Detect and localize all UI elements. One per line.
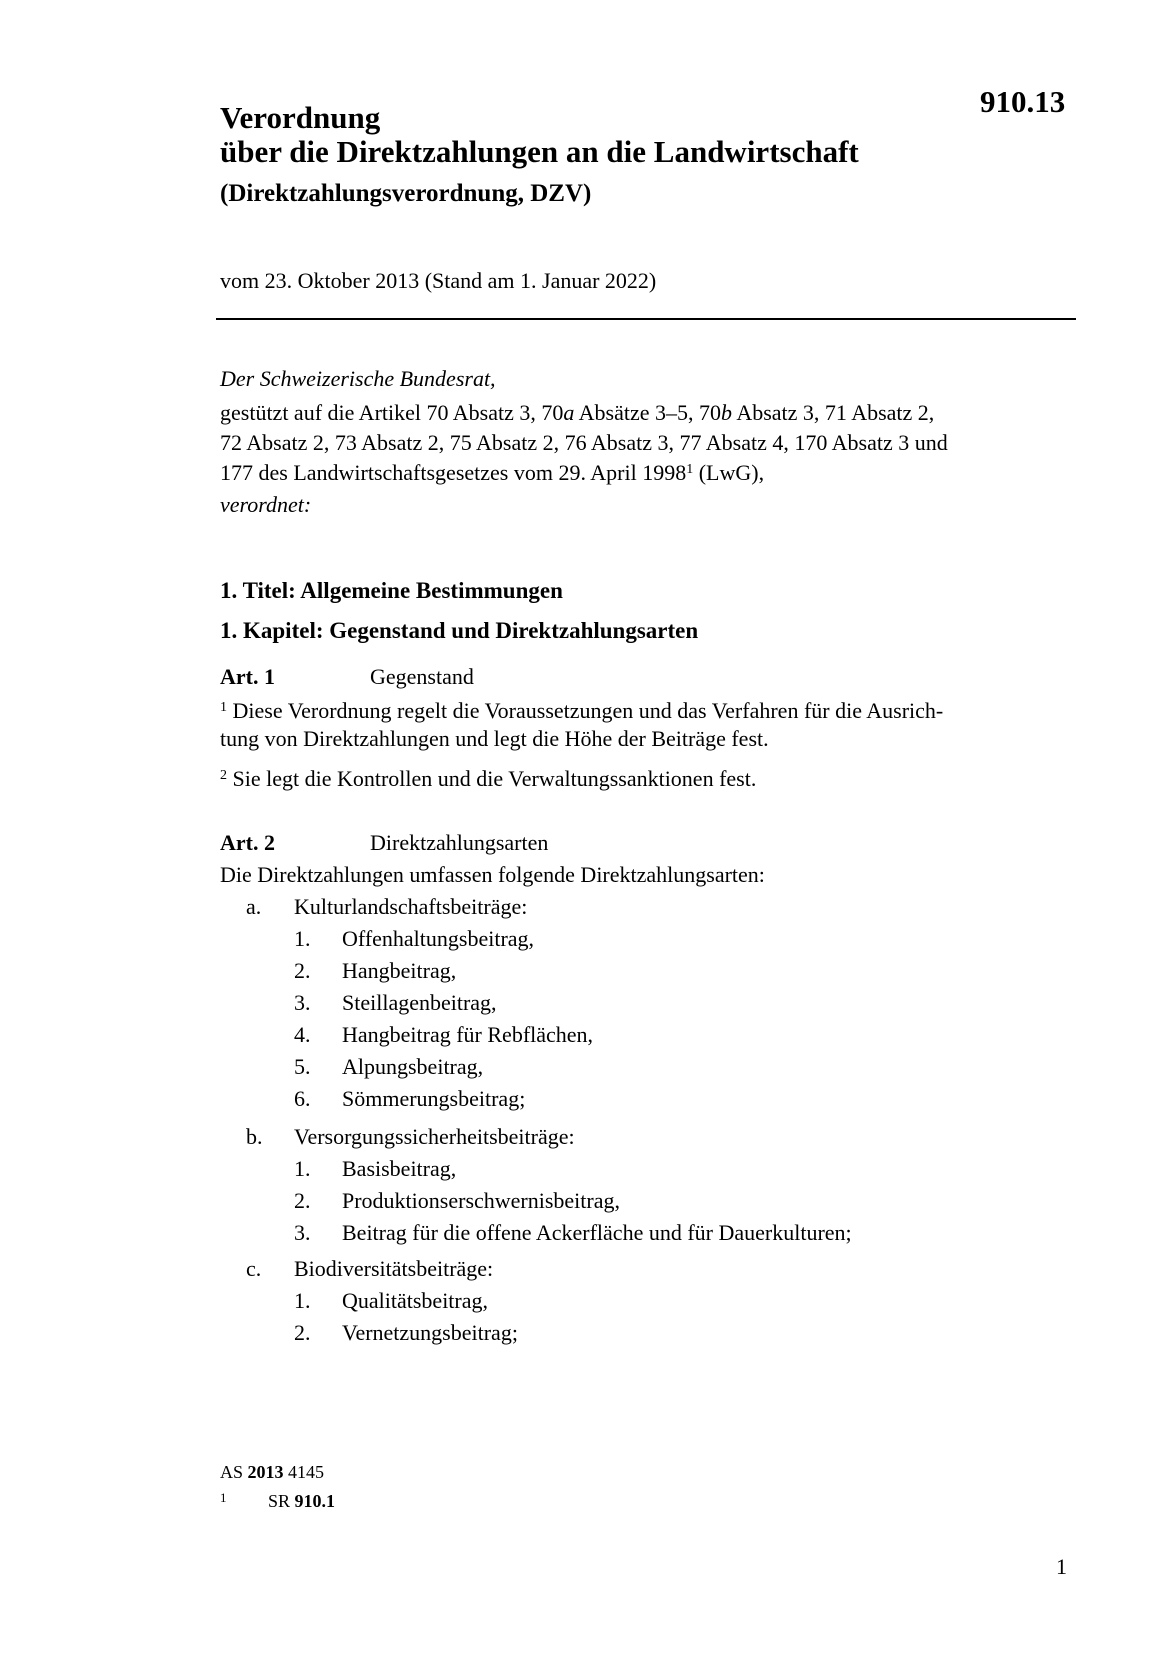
- page-number: 1: [1056, 1554, 1067, 1579]
- list-group-label: Kulturlandschaftsbeiträge:: [294, 894, 528, 919]
- list-item: Produktionserschwernisbeitrag,: [342, 1188, 620, 1213]
- list-item-number: 1.: [294, 1288, 311, 1313]
- list-letter: c.: [246, 1256, 262, 1281]
- list-item-number: 6.: [294, 1086, 311, 1111]
- article-1-paragraph-2: [220, 766, 756, 792]
- list-item-number: 5.: [294, 1054, 311, 1079]
- list-item: Hangbeitrag,: [342, 958, 457, 983]
- list-item-number: 2.: [294, 1188, 311, 1213]
- list-item: Sömmerungsbeitrag;: [342, 1086, 526, 1111]
- header-divider: [216, 318, 1076, 320]
- preamble-line-1: [220, 398, 948, 428]
- issuer: Der Schweizerische Bundesrat,: [220, 366, 496, 391]
- article-1-paragraph-1-cont: tung von Direktzahlungen und legt die Höhe der Beiträge fest.: [220, 726, 769, 751]
- list-item: Basisbeitrag,: [342, 1156, 457, 1181]
- preamble-text: Absätze 3–5, 70: [574, 400, 722, 425]
- footer-text: AS: [220, 1462, 248, 1482]
- preamble-italic: a: [563, 400, 575, 425]
- list-item: Alpungsbeitrag,: [342, 1054, 484, 1079]
- list-item-number: 1.: [294, 926, 311, 951]
- document-title-line1: Verordnung: [220, 100, 381, 135]
- list-item-number: 2.: [294, 1320, 311, 1345]
- article-1-title: Gegenstand: [370, 664, 474, 689]
- list-group-label: Versorgungssicherheitsbeiträge:: [294, 1124, 575, 1149]
- list-item: Hangbeitrag für Rebflächen,: [342, 1022, 594, 1047]
- chapter-heading: 1. Kapitel: Gegenstand und Direktzahlungsarten: [220, 618, 699, 643]
- paragraph-number: 2: [220, 768, 227, 783]
- footer-text: SR: [268, 1491, 295, 1511]
- list-item-number: 3.: [294, 990, 311, 1015]
- official-compilation-reference: [220, 1462, 324, 1483]
- list-item-number: 2.: [294, 958, 311, 983]
- preamble-italic: b: [721, 400, 733, 425]
- list-letter: a.: [246, 894, 262, 919]
- footer-bold: 910.1: [294, 1491, 336, 1511]
- paragraph-text: Sie legt die Kontrollen und die Verwaltungssanktionen fest.: [232, 766, 757, 791]
- article-2-title: Direktzahlungsarten: [370, 830, 549, 855]
- preamble-line-2: 72 Absatz 2, 73 Absatz 2, 75 Absatz 2, 76 Absatz 3, 77 Absatz 4, 170 Absatz 3 und: [220, 430, 948, 455]
- footnote-reference[interactable]: 1: [686, 462, 694, 477]
- footer-text: 4145: [283, 1462, 325, 1482]
- preamble-line-3: [220, 458, 948, 488]
- document-short-title: (Direktzahlungsverordnung, DZV): [220, 180, 592, 207]
- article-2-number: Art. 2: [220, 830, 275, 855]
- list-group-label: Biodiversitätsbeiträge:: [294, 1256, 494, 1281]
- list-item: Offenhaltungsbeitrag,: [342, 926, 535, 951]
- preamble-body: [220, 398, 948, 488]
- preamble-text: (LwG),: [693, 460, 765, 485]
- sr-number: 910.13: [980, 84, 1066, 119]
- footer-bold: 2013: [247, 1462, 284, 1482]
- title-heading: 1. Titel: Allgemeine Bestimmungen: [220, 578, 563, 603]
- list-item-number: 4.: [294, 1022, 311, 1047]
- preamble-text: 177 des Landwirtschaftsgesetzes vom 29. April 1998: [220, 460, 687, 485]
- paragraph-number: 1: [220, 700, 227, 715]
- list-item-number: 3.: [294, 1220, 311, 1245]
- preamble-text: gestützt auf die Artikel 70 Absatz 3, 70: [220, 400, 564, 425]
- preamble-text: Absatz 3, 71 Absatz 2,: [732, 400, 935, 425]
- document-date: vom 23. Oktober 2013 (Stand am 1. Januar 2022): [220, 268, 657, 293]
- list-item: Qualitätsbeitrag,: [342, 1288, 489, 1313]
- paragraph-text: Diese Verordnung regelt die Voraussetzungen und das Verfahren für die Ausrich-: [232, 698, 944, 723]
- list-letter: b.: [246, 1124, 263, 1149]
- footnote-1: [220, 1490, 335, 1512]
- list-item-number: 1.: [294, 1156, 311, 1181]
- article-1-number: Art. 1: [220, 664, 275, 689]
- list-item: Vernetzungsbeitrag;: [342, 1320, 518, 1345]
- enacting-clause: verordnet:: [220, 492, 312, 517]
- list-item: Beitrag für die offene Ackerfläche und für Dauerkulturen;: [342, 1220, 852, 1245]
- footnote-number: 1: [220, 1490, 227, 1505]
- article-2-intro: Die Direktzahlungen umfassen folgende Direktzahlungsarten:: [220, 862, 765, 887]
- article-1-paragraph-1: [220, 698, 943, 724]
- document-title-line2: über die Direktzahlungen an die Landwirtschaft: [220, 134, 859, 169]
- list-item: Steillagenbeitrag,: [342, 990, 497, 1015]
